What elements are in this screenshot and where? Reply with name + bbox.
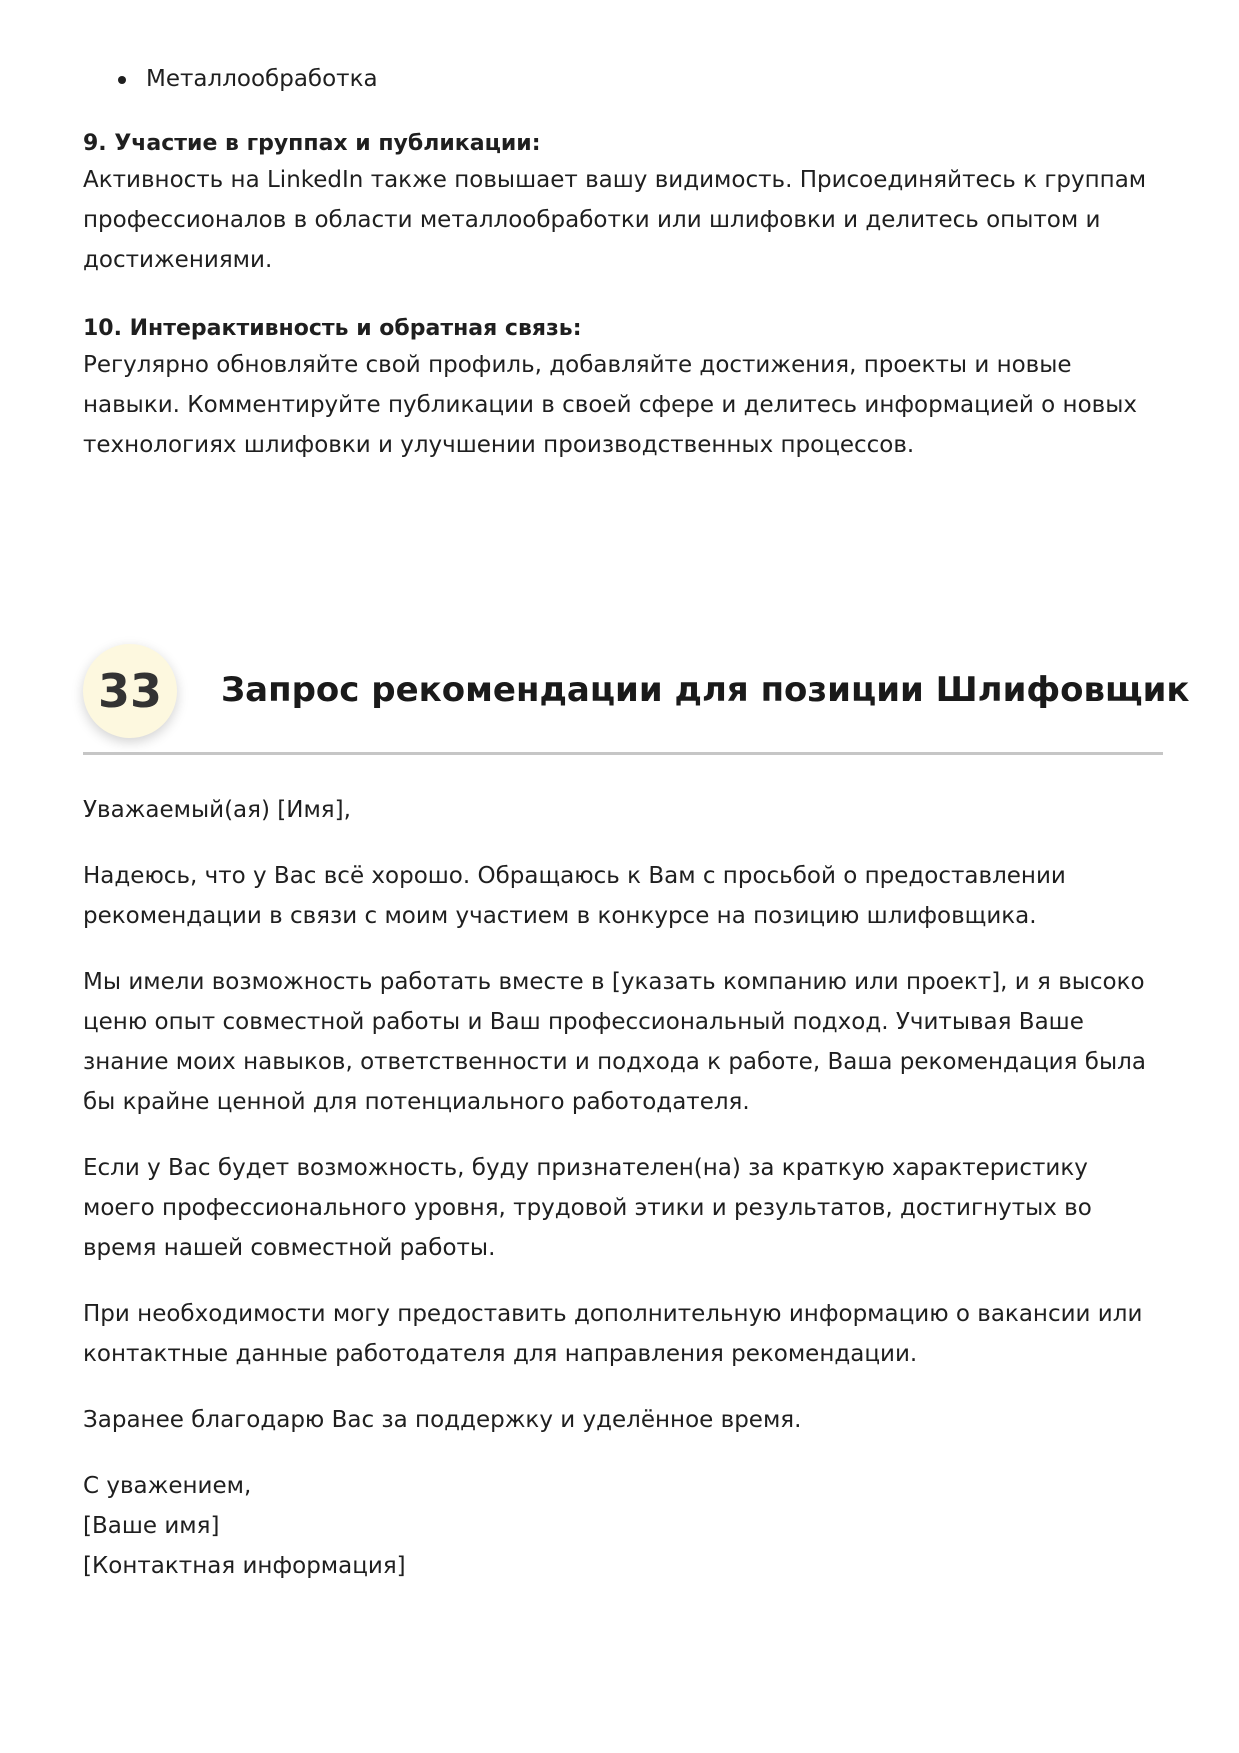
section-title: 10. Интерактивность и обратная связь: bbox=[83, 316, 582, 341]
chapter-number-badge: 33 bbox=[83, 644, 177, 738]
section-title: 9. Участие в группах и публикации: bbox=[83, 131, 541, 156]
chapter-header bbox=[83, 644, 1190, 755]
letter-paragraph: Заранее благодарю Вас за поддержку и уделённое время. bbox=[83, 1407, 802, 1433]
letter-greeting: Уважаемый(ая) [Имя], bbox=[83, 797, 351, 823]
section-interactivity-feedback bbox=[83, 313, 1163, 465]
letter-signature bbox=[83, 1466, 1163, 1586]
section-body: Активность на LinkedIn также повышает вашу видимость. Присоединяйтесь к группам профессионалов в области металлообработки или шлифовки и делитесь опытом и достижениями. bbox=[83, 167, 1147, 273]
letter-paragraph: При необходимости могу предоставить дополнительную информацию о вакансии или контактные данные работодателя для направления рекомендации. bbox=[83, 1301, 1143, 1367]
bullet-list bbox=[83, 62, 378, 96]
letter-paragraph: Если у Вас будет возможность, буду признателен(на) за краткую характеристику моего профессионального уровня, трудовой этики и результатов, достигнутых во время нашей совместной работы. bbox=[83, 1155, 1092, 1261]
letter-paragraph: Мы имели возможность работать вместе в [указать компанию или проект], и я высоко ценю опыт совместной работы и Ваш профессиональный подход. Учитывая Ваше знание моих навыков, ответственности и подхода к работе, Ваша рекомендация была бы крайне ценной для потенциального работодателя. bbox=[83, 969, 1146, 1115]
chapter-title: Запрос рекомендации для позиции Шлифовщик bbox=[221, 670, 1190, 710]
recommendation-letter bbox=[83, 790, 1163, 1612]
signature-name: [Ваше имя] bbox=[83, 1513, 220, 1539]
section-groups-publications bbox=[83, 128, 1163, 280]
signature-contact: [Контактная информация] bbox=[83, 1553, 406, 1579]
list-item: Металлообработка bbox=[83, 62, 378, 96]
letter-paragraph: Надеюсь, что у Вас всё хорошо. Обращаюсь к Вам с просьбой о предоставлении рекомендации в связи с моим участием в конкурсе на позицию шлифовщика. bbox=[83, 863, 1066, 929]
letter-closing: С уважением, bbox=[83, 1473, 252, 1499]
section-body: Регулярно обновляйте свой профиль, добавляйте достижения, проекты и новые навыки. Комментируйте публикации в своей сфере и делитесь информацией о новых технологиях шлифовки и улучшении производственных процессов. bbox=[83, 352, 1137, 458]
